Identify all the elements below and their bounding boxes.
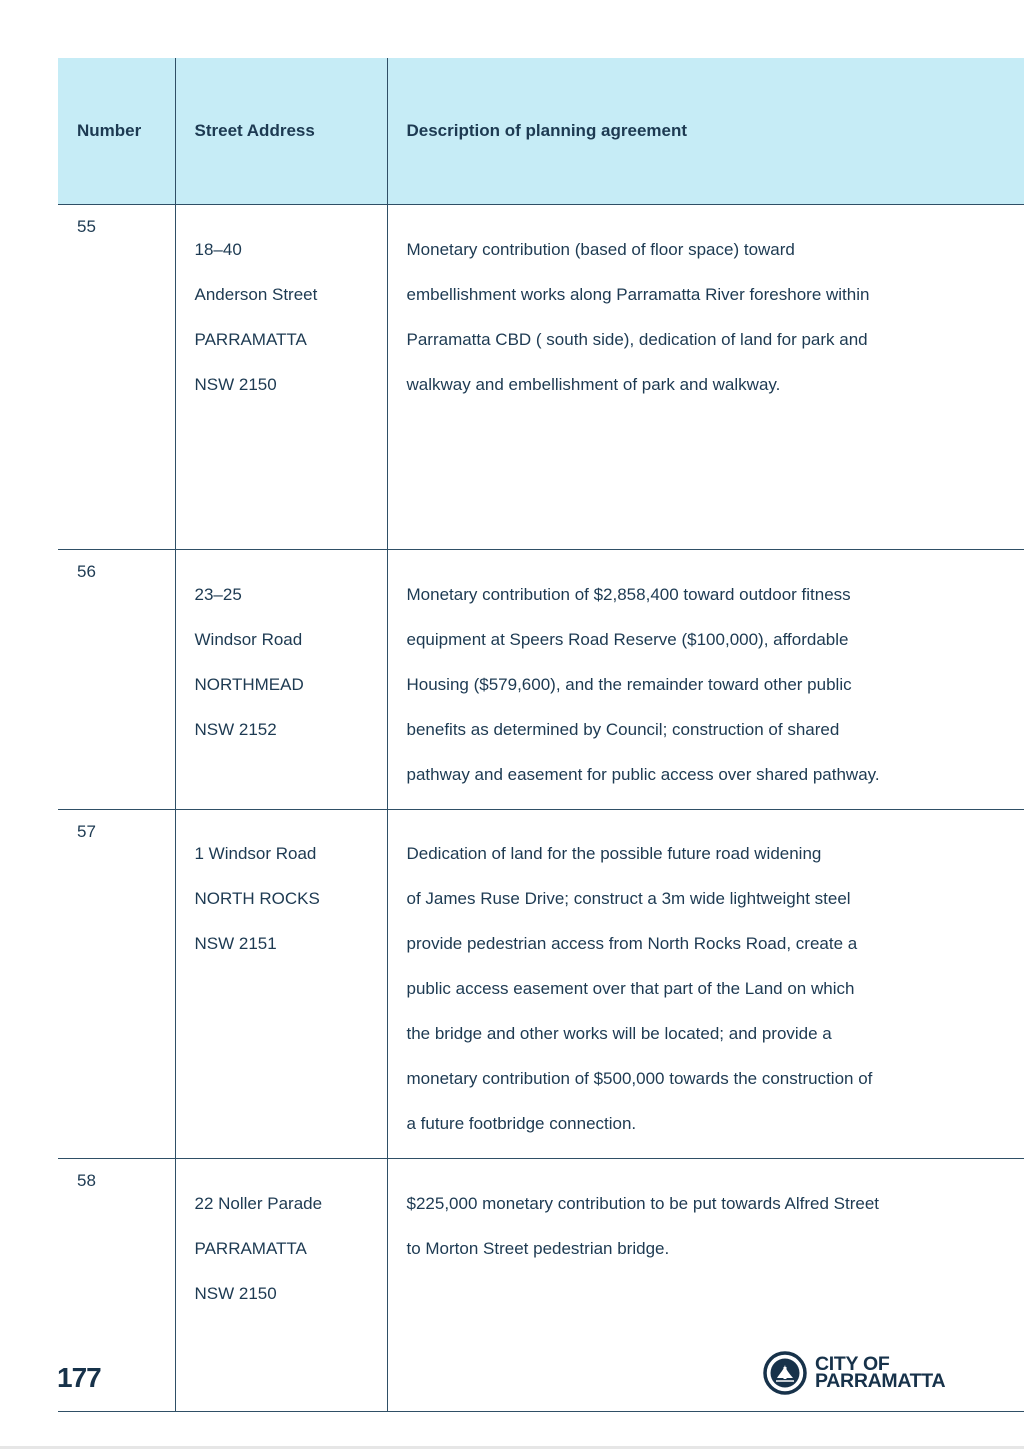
description-line: Dedication of land for the possible future road widening xyxy=(406,844,822,863)
logo-line-1: CITY OF xyxy=(815,1353,890,1375)
address-line: PARRAMATTA xyxy=(194,329,307,349)
address-line: NSW 2150 xyxy=(194,1283,277,1303)
logo-line-2: PARRAMATTA xyxy=(815,1370,946,1392)
address-line: NSW 2150 xyxy=(194,374,277,394)
description-line: monetary contribution of $500,000 towards the construction of xyxy=(406,1069,873,1088)
table-row xyxy=(58,550,1024,810)
row-description xyxy=(387,809,1024,1159)
description-line: benefits as determined by Council; construction of shared xyxy=(406,719,840,739)
address-line: NORTH ROCKS xyxy=(194,889,320,908)
address-line: Anderson Street xyxy=(194,284,318,304)
address-line: NSW 2152 xyxy=(194,719,277,739)
address-line: NSW 2151 xyxy=(194,934,277,953)
city-of-parramatta-logo xyxy=(763,1351,945,1395)
address-line: PARRAMATTA xyxy=(194,1238,307,1258)
address-line: 18–40 xyxy=(194,239,242,259)
planning-agreements-table xyxy=(58,58,1024,1412)
description-line: Monetary contribution of $2,858,400 toward outdoor fitness xyxy=(406,584,851,604)
address-line: 22 Noller Parade xyxy=(194,1193,323,1213)
table-header-row xyxy=(58,58,1024,205)
row-number: 57 xyxy=(58,809,175,1159)
parramatta-emblem-icon xyxy=(763,1351,807,1395)
row-number: 58 xyxy=(58,1159,175,1412)
description-line: $225,000 monetary contribution to be put towards Alfred Street xyxy=(406,1193,880,1213)
row-description xyxy=(387,550,1024,810)
description-line: equipment at Speers Road Reserve ($100,000), affordable xyxy=(406,629,849,649)
description-line: the bridge and other works will be located; and provide a xyxy=(406,1024,832,1043)
address-line: 23–25 xyxy=(194,584,242,604)
description-line: of James Ruse Drive; construct a 3m wide lightweight steel xyxy=(406,889,851,908)
row-number: 56 xyxy=(58,550,175,810)
address-line: 1 Windsor Road xyxy=(194,844,317,863)
row-address xyxy=(175,1159,387,1412)
table-row xyxy=(58,809,1024,1159)
row-number: 55 xyxy=(58,205,175,550)
row-description xyxy=(387,205,1024,550)
row-address xyxy=(175,809,387,1159)
header-street-address: Street Address xyxy=(175,58,387,205)
description-line: walkway and embellishment of park and walkway. xyxy=(406,374,781,394)
row-address xyxy=(175,550,387,810)
description-line: provide pedestrian access from North Rocks Road, create a xyxy=(406,934,858,953)
address-line: NORTHMEAD xyxy=(194,674,304,694)
logo-wordmark xyxy=(815,1353,946,1392)
header-description: Description of planning agreement xyxy=(387,58,1024,205)
address-line: Windsor Road xyxy=(194,629,303,649)
page-number: 177 xyxy=(57,1362,101,1393)
description-line: Monetary contribution (based of floor space) toward xyxy=(406,239,795,259)
description-line: embellishment works along Parramatta River foreshore within xyxy=(406,284,870,304)
description-line: Parramatta CBD ( south side), dedication of land for park and xyxy=(406,329,868,349)
description-line: a future footbridge connection. xyxy=(406,1114,637,1133)
description-line: public access easement over that part of the Land on which xyxy=(406,979,855,998)
description-line: pathway and easement for public access over shared pathway. xyxy=(406,764,880,784)
description-line: Housing ($579,600), and the remainder toward other public xyxy=(406,674,852,694)
row-address xyxy=(175,205,387,550)
header-number: Number xyxy=(58,58,175,205)
description-line: to Morton Street pedestrian bridge. xyxy=(406,1238,670,1258)
table-row xyxy=(58,205,1024,550)
